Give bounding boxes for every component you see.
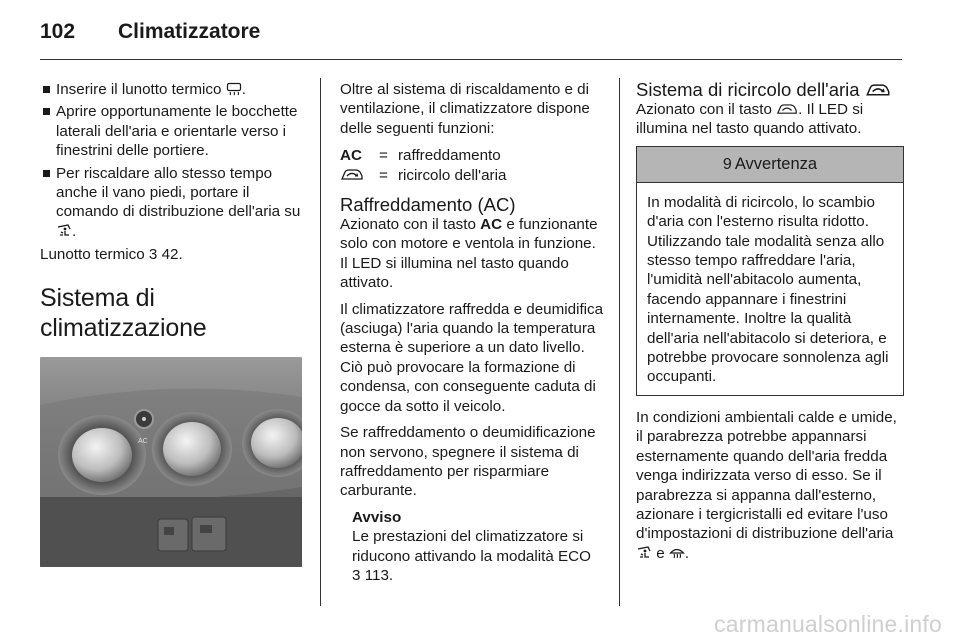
- warning-triangle-icon: 9: [722, 155, 732, 173]
- table-row: = ricircolo dell'aria: [340, 166, 506, 185]
- ac-button-label: AC: [138, 437, 148, 445]
- functions-table: [340, 146, 506, 185]
- section-title: Sistema di climatizzazione: [40, 283, 207, 342]
- recirculation-paragraph: Azionato con il tasto . Il LED si illumina nel tasto quando attivato.: [636, 101, 864, 138]
- windscreen-defrost-icon: [669, 546, 685, 560]
- recirculation-icon: [865, 83, 891, 98]
- page-header: [40, 20, 260, 44]
- watermark: carmanualsonline.info: [714, 611, 942, 637]
- footwell-windscreen-icon: [636, 545, 652, 560]
- notice-title: Avviso: [352, 508, 402, 526]
- cooling-section-title: Raffreddamento (AC): [340, 194, 516, 216]
- reference-arrow: 3: [352, 566, 361, 584]
- reference-page: 42.: [161, 246, 183, 264]
- warning-box: [636, 146, 904, 396]
- list-item: Aprire opportunamente le bocchette laterali dell'aria e orientarle verso i finestrini delle portiere.: [40, 102, 302, 160]
- column-1: [40, 80, 302, 567]
- column-separator-2: [619, 78, 620, 606]
- rear-defrost-icon: [226, 82, 242, 96]
- cooling-paragraph-2: Il climatizzatore raffredda e deumidifica (asciuga) l'aria quando la temperatura esterna è superiore a un dato livello. Ciò può provocare la formazione di condensa, con conseguente caduta di gocce da sotto il veicolo.: [340, 300, 604, 415]
- footwell-windscreen-icon: [56, 223, 72, 238]
- page-title: Climatizzatore: [118, 20, 261, 43]
- column-separator-1: [320, 78, 321, 606]
- notice-block: [352, 508, 605, 586]
- table-row: AC = raffreddamento: [340, 147, 501, 165]
- header-rule: [40, 59, 902, 60]
- recirculation-section-title: Sistema di ricircolo dell'aria: [636, 80, 904, 100]
- recirculation-icon: [776, 103, 798, 116]
- warning-title: Avvertenza: [734, 154, 818, 173]
- reference-page: 113.: [364, 566, 394, 584]
- warning-header: [637, 147, 903, 183]
- instruction-list: [40, 80, 302, 241]
- cooling-paragraph-1: Azionato con il tasto AC e funzionante solo con motore e ventola in funzione. Il LED si illumina nel tasto quando attivato.: [340, 216, 598, 292]
- eco-reference[interactable]: [352, 567, 393, 584]
- intro-paragraph: Oltre al sistema di riscaldamento e di ventilazione, il climatizzatore dispone delle seguenti funzioni:: [340, 81, 590, 137]
- rear-defrost-reference[interactable]: Lunotto termico 3 42.: [40, 246, 183, 264]
- list-item: Inserire il lunotto termico .: [40, 80, 302, 99]
- recirculation-icon: [340, 168, 364, 182]
- column-3: [636, 80, 904, 567]
- cooling-paragraph-3: Se raffreddamento o deumidificazione non servono, spegnere il sistema di raffreddamento per risparmiare carburante.: [340, 424, 596, 500]
- reference-arrow: 3: [148, 246, 158, 264]
- page-number: 102: [40, 20, 76, 43]
- warning-text: In modalità di ricircolo, lo scambio d'aria con l'esterno risulta ridotto. Utilizzando tale modalità senza allo stesso tempo raffreddare l'aria, l'umidità nell'abitacolo aumenta, facendo appannare i finestrini internamente. Inoltre la qualità dell'aria nell'abitacolo si deteriora, e potrebbe provocare sonnolenza agli occupanti.: [647, 193, 889, 386]
- list-item: Per riscaldare allo stesso tempo anche il vano piedi, portare il comando di distribuzione dell'aria su .: [40, 164, 302, 242]
- notice-text: Le prestazioni del climatizzatore si riducono attivando la modalità ECO 3 113.: [352, 528, 591, 584]
- climate-control-photo: [40, 357, 302, 567]
- humid-conditions-paragraph: In condizioni ambientali calde e umide, il parabrezza potrebbe appannarsi esternamente quando dell'aria fredda venga indirizzata verso di esso. Se il parabrezza si appanna dall'esterno, azionare i tergicristalli ed evitare l'uso d'impostazioni di distribuzione dell'aria e .: [636, 408, 897, 562]
- column-2: [340, 80, 605, 585]
